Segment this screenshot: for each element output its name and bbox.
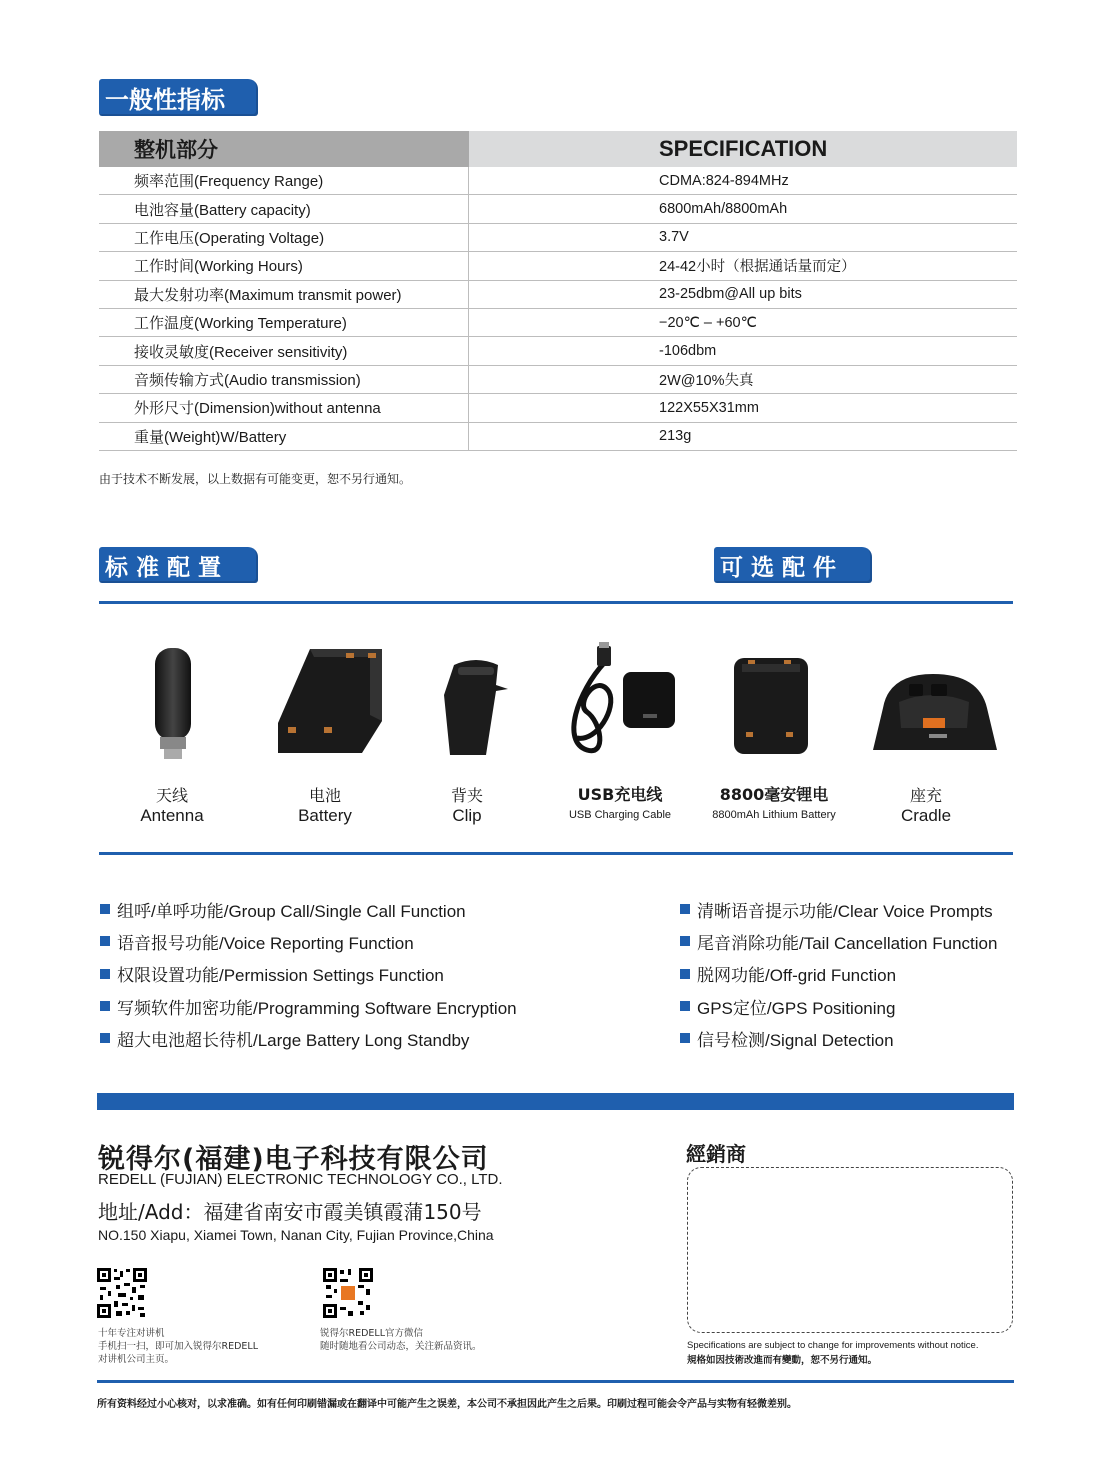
bullet-icon xyxy=(680,904,690,914)
footer-rule xyxy=(97,1380,1014,1383)
feature-text: 权限设置功能/Permission Settings Function xyxy=(117,966,444,986)
product-en: USB Charging Cable xyxy=(568,809,672,821)
blue-band xyxy=(97,1093,1014,1110)
bullet-icon xyxy=(100,936,110,946)
section-divider-top xyxy=(99,601,1013,604)
feature-text: 组呼/单呼功能/Group Call/Single Call Function xyxy=(117,901,466,921)
feature-text: 超大电池超长待机/Large Battery Long Standby xyxy=(117,1030,470,1050)
qr-code-wechat xyxy=(322,1267,374,1319)
clip-image xyxy=(436,655,516,759)
spec-label: 频率范围(Frequency Range) xyxy=(99,167,469,194)
spec-value: 122X55X31mm xyxy=(659,399,759,416)
antenna-image xyxy=(138,645,208,765)
product-en: Clip xyxy=(452,806,482,825)
product-antenna xyxy=(122,783,222,826)
product-cn: 天线 xyxy=(155,786,188,805)
spec-label: 最大发射功率(Maximum transmit power) xyxy=(99,281,469,308)
bullet-icon xyxy=(100,1033,110,1043)
spec-table xyxy=(99,131,1017,451)
feature-text: 尾音消除功能/Tail Cancellation Function xyxy=(697,933,998,953)
spec-row xyxy=(99,252,1017,280)
spec-row xyxy=(99,309,1017,337)
spec-value: 24-42小时（根据通话量而定） xyxy=(659,259,856,276)
feature-item xyxy=(680,990,997,1022)
spec-label: 接收灵敏度(Receiver sensitivity) xyxy=(99,337,469,364)
spec-label: 工作温度(Working Temperature) xyxy=(99,309,469,336)
product-en: Cradle xyxy=(900,806,952,825)
spec-value: 23-25dbm@All up bits xyxy=(659,286,802,303)
dealer-title: 經銷商 xyxy=(686,1142,746,1166)
company-name-en: REDELL (FUJIAN) ELECTRONIC TECHNOLOGY CO., LTD. xyxy=(98,1171,503,1188)
spec-label: 重量(Weight)W/Battery xyxy=(99,423,469,450)
feature-text: 清晰语音提示功能/Clear Voice Prompts xyxy=(697,901,993,921)
spec-value: -106dbm xyxy=(659,343,717,360)
feature-item xyxy=(680,1022,997,1054)
dealer-box xyxy=(687,1167,1013,1333)
spec-row xyxy=(99,281,1017,309)
feature-item xyxy=(100,893,517,925)
spec-label: 工作时间(Working Hours) xyxy=(99,252,469,279)
product-cn: 8800毫安锂电 xyxy=(719,785,829,804)
dealer-note-cn: 規格如因技術改進而有變動，恕不另行通知。 xyxy=(687,1355,878,1366)
qr1-caption xyxy=(98,1327,258,1366)
feature-item xyxy=(680,958,997,990)
spec-row xyxy=(99,337,1017,365)
product-usb-cable xyxy=(550,782,690,821)
bullet-icon xyxy=(100,969,110,979)
qr1-caption-line: 十年专注对讲机 xyxy=(98,1328,165,1339)
feature-text: GPS定位/GPS Positioning xyxy=(697,998,896,1018)
feature-item xyxy=(100,958,517,990)
company-address-en: NO.150 Xiapu, Xiamei Town, Nanan City, Fujian Province,China xyxy=(98,1227,494,1243)
spec-value: 2W@10%失真 xyxy=(659,372,754,389)
features-right xyxy=(680,893,997,1054)
bullet-icon xyxy=(100,1001,110,1011)
product-en: Battery xyxy=(298,806,352,825)
spec-note: 由于技术不断发展，以上数据有可能变更，恕不另行通知。 xyxy=(99,472,412,486)
spec-header-right: SPECIFICATION xyxy=(469,131,1017,167)
feature-text: 信号检测/Signal Detection xyxy=(697,1030,894,1050)
lithium-battery-image xyxy=(726,652,816,760)
feature-item xyxy=(680,925,997,957)
product-cn: 背夹 xyxy=(450,786,483,805)
product-cradle xyxy=(876,783,976,826)
bullet-icon xyxy=(100,904,110,914)
spec-label: 音频传输方式(Audio transmission) xyxy=(99,366,469,393)
standard-config-label: 标 准 配 置 xyxy=(105,554,222,581)
bullet-icon xyxy=(680,936,690,946)
qr2-caption-line: 随时随地看公司动态，关注新品资讯。 xyxy=(320,1341,482,1352)
spec-label: 工作电压(Operating Voltage) xyxy=(99,224,469,251)
product-clip xyxy=(417,783,517,826)
qr1-caption-line: 对讲机公司主页。 xyxy=(98,1354,175,1365)
footer-disclaimer: 所有资料经过小心核对，以求准确。如有任何印刷错漏或在翻译中可能产生之误差，本公司不承担因此产生之后果。印刷过程可能会令产品与实物有轻微差别。 xyxy=(97,1399,797,1410)
spec-row xyxy=(99,366,1017,394)
standard-config-tag xyxy=(99,547,258,583)
product-en: Antenna xyxy=(140,806,204,825)
bullet-icon xyxy=(680,1033,690,1043)
qr-code-homepage xyxy=(96,1267,148,1319)
product-cn: 座充 xyxy=(909,786,942,805)
spec-table-header xyxy=(99,131,1017,167)
feature-item xyxy=(680,893,997,925)
spec-row xyxy=(99,224,1017,252)
feature-text: 写频软件加密功能/Programming Software Encryption xyxy=(117,998,517,1018)
feature-text: 脱网功能/Off-grid Function xyxy=(697,966,897,986)
optional-accessory-tag xyxy=(714,547,872,583)
general-spec-tag xyxy=(99,79,258,116)
feature-text: 语音报号功能/Voice Reporting Function xyxy=(117,933,414,953)
product-en: 8800mAh Lithium Battery xyxy=(712,809,836,821)
spec-value: 213g xyxy=(659,428,692,445)
product-cn: 电池 xyxy=(308,786,341,805)
product-lithium-battery xyxy=(694,782,854,821)
bullet-icon xyxy=(680,1001,690,1011)
product-battery xyxy=(275,783,375,826)
feature-item xyxy=(100,990,517,1022)
optional-accessory-label: 可 选 配 件 xyxy=(720,554,837,581)
qr2-caption xyxy=(320,1327,482,1353)
spec-row xyxy=(99,394,1017,422)
battery-image xyxy=(270,645,390,757)
company-name-cn: 锐得尔(福建)电子科技有限公司 xyxy=(98,1144,489,1175)
feature-item xyxy=(100,925,517,957)
section-divider-bottom xyxy=(99,852,1013,855)
cradle-image xyxy=(869,668,999,760)
spec-label: 外形尺寸(Dimension)without antenna xyxy=(99,394,469,421)
usb-cable-image xyxy=(557,642,682,762)
company-address-cn: 地址/Add：福建省南安市霞美镇霞蒲150号 xyxy=(98,1200,482,1224)
feature-item xyxy=(100,1022,517,1054)
general-spec-tag-label: 一般性指标 xyxy=(105,86,225,114)
spec-value: 3.7V xyxy=(659,229,689,246)
spec-value: 6800mAh/8800mAh xyxy=(659,201,788,218)
product-cn: USB充电线 xyxy=(577,785,663,804)
spec-header-left: 整机部分 xyxy=(99,131,469,167)
dealer-note-en: Specifications are subject to change for improvements without notice. xyxy=(687,1340,979,1351)
features-left xyxy=(100,893,517,1054)
spec-value: −20℃ – +60℃ xyxy=(659,314,757,331)
bullet-icon xyxy=(680,969,690,979)
spec-row xyxy=(99,423,1017,451)
qr2-caption-line: 锐得尔REDELL官方微信 xyxy=(320,1328,424,1339)
spec-value: CDMA:824-894MHz xyxy=(659,172,789,189)
spec-row xyxy=(99,195,1017,223)
spec-label: 电池容量(Battery capacity) xyxy=(99,195,469,222)
qr1-caption-line: 手机扫一扫，即可加入锐得尔REDELL xyxy=(98,1341,259,1352)
spec-row xyxy=(99,167,1017,195)
